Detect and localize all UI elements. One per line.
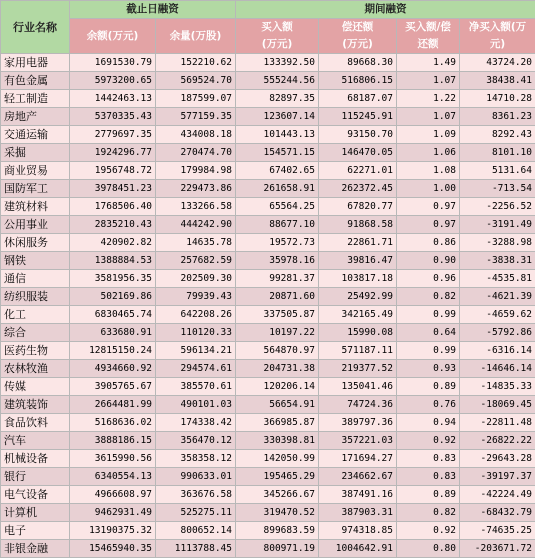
table-row[interactable]	[1, 450, 535, 468]
cell-buy-amount: 800971.19	[236, 540, 319, 558]
table-row[interactable]	[1, 324, 535, 342]
cell-balance-amount: 5973200.65	[70, 72, 156, 90]
table-row[interactable]	[1, 198, 535, 216]
cell-industry-name: 汽车	[1, 432, 70, 450]
cell-buy-repay-ratio: 0.93	[397, 360, 460, 378]
cell-balance-volume: 257682.59	[156, 252, 236, 270]
cell-buy-repay-ratio: 0.90	[397, 252, 460, 270]
cell-balance-amount: 633680.91	[70, 324, 156, 342]
cell-balance-volume: 990633.01	[156, 468, 236, 486]
cell-balance-amount: 9462931.49	[70, 504, 156, 522]
cell-buy-amount: 56654.91	[236, 396, 319, 414]
cell-industry-name: 家用电器	[1, 54, 70, 72]
table-row[interactable]	[1, 90, 535, 108]
cell-balance-amount: 3615990.56	[70, 450, 156, 468]
header-repay-amount[interactable]: 偿还额 (万元)	[319, 19, 397, 54]
cell-industry-name: 采掘	[1, 144, 70, 162]
table-row[interactable]	[1, 414, 535, 432]
cell-buy-amount: 88677.10	[236, 216, 319, 234]
cell-net-buy-amount: -29643.28	[460, 450, 535, 468]
cell-balance-amount: 6340554.13	[70, 468, 156, 486]
cell-repay-amount: 115245.91	[319, 108, 397, 126]
cell-balance-amount: 1388884.53	[70, 252, 156, 270]
cell-net-buy-amount: 8292.43	[460, 126, 535, 144]
table-row[interactable]	[1, 540, 535, 558]
cell-buy-repay-ratio: 0.64	[397, 324, 460, 342]
cell-balance-volume: 356470.12	[156, 432, 236, 450]
cell-buy-repay-ratio: 0.94	[397, 414, 460, 432]
cell-buy-repay-ratio: 0.96	[397, 270, 460, 288]
cell-net-buy-amount: -14646.14	[460, 360, 535, 378]
cell-repay-amount: 516806.15	[319, 72, 397, 90]
cell-repay-amount: 389797.36	[319, 414, 397, 432]
cell-balance-amount: 502169.86	[70, 288, 156, 306]
cell-buy-amount: 67402.65	[236, 162, 319, 180]
cell-balance-amount: 5370335.43	[70, 108, 156, 126]
cell-balance-amount: 1691530.79	[70, 54, 156, 72]
cell-balance-amount: 6830465.74	[70, 306, 156, 324]
cell-net-buy-amount: -18069.45	[460, 396, 535, 414]
cell-net-buy-amount: 14710.28	[460, 90, 535, 108]
cell-repay-amount: 234662.67	[319, 468, 397, 486]
cell-industry-name: 机械设备	[1, 450, 70, 468]
header-balance-volume[interactable]: 余量(万股)	[156, 19, 236, 54]
cell-repay-amount: 89668.30	[319, 54, 397, 72]
cell-net-buy-amount: -26822.22	[460, 432, 535, 450]
cell-balance-volume: 490101.03	[156, 396, 236, 414]
cell-balance-volume: 434008.18	[156, 126, 236, 144]
cell-buy-repay-ratio: 1.22	[397, 90, 460, 108]
cell-buy-amount: 101443.13	[236, 126, 319, 144]
cell-balance-amount: 420902.82	[70, 234, 156, 252]
cell-buy-amount: 319470.52	[236, 504, 319, 522]
cell-buy-amount: 195465.29	[236, 468, 319, 486]
cell-buy-repay-ratio: 0.97	[397, 198, 460, 216]
cell-industry-name: 传媒	[1, 378, 70, 396]
cell-repay-amount: 74724.36	[319, 396, 397, 414]
cell-buy-amount: 261658.91	[236, 180, 319, 198]
cell-buy-amount: 20871.60	[236, 288, 319, 306]
cell-net-buy-amount: -39197.37	[460, 468, 535, 486]
cell-buy-amount: 99281.37	[236, 270, 319, 288]
cell-buy-amount: 142050.99	[236, 450, 319, 468]
cell-balance-volume: 642208.26	[156, 306, 236, 324]
cell-repay-amount: 146470.05	[319, 144, 397, 162]
cell-repay-amount: 974318.85	[319, 522, 397, 540]
cell-net-buy-amount: 43724.20	[460, 54, 535, 72]
table-row[interactable]	[1, 378, 535, 396]
cell-balance-amount: 13190375.32	[70, 522, 156, 540]
cell-net-buy-amount: -4535.81	[460, 270, 535, 288]
cell-buy-amount: 19572.73	[236, 234, 319, 252]
cell-buy-repay-ratio: 1.08	[397, 162, 460, 180]
table-row[interactable]	[1, 144, 535, 162]
cell-net-buy-amount: 38438.41	[460, 72, 535, 90]
cell-net-buy-amount: -203671.72	[460, 540, 535, 558]
cell-buy-repay-ratio: 1.00	[397, 180, 460, 198]
table-row[interactable]	[1, 486, 535, 504]
cell-balance-amount: 2835210.43	[70, 216, 156, 234]
cell-buy-repay-ratio: 1.06	[397, 144, 460, 162]
cell-industry-name: 化工	[1, 306, 70, 324]
table-row[interactable]	[1, 288, 535, 306]
cell-industry-name: 建筑装饰	[1, 396, 70, 414]
cell-repay-amount: 342165.49	[319, 306, 397, 324]
header-buy-amount[interactable]: 买入额 (万元)	[236, 19, 319, 54]
cell-buy-amount: 82897.35	[236, 90, 319, 108]
cell-balance-volume: 229473.86	[156, 180, 236, 198]
cell-balance-amount: 2779697.35	[70, 126, 156, 144]
cell-repay-amount: 1004642.91	[319, 540, 397, 558]
cell-buy-repay-ratio: 1.07	[397, 72, 460, 90]
cell-balance-volume: 525275.11	[156, 504, 236, 522]
cell-repay-amount: 219377.52	[319, 360, 397, 378]
cell-buy-amount: 35978.16	[236, 252, 319, 270]
cell-balance-volume: 358358.12	[156, 450, 236, 468]
cell-balance-volume: 133266.58	[156, 198, 236, 216]
cell-balance-amount: 1924296.77	[70, 144, 156, 162]
cell-industry-name: 轻工制造	[1, 90, 70, 108]
cell-balance-volume: 270474.70	[156, 144, 236, 162]
cell-net-buy-amount: -3838.31	[460, 252, 535, 270]
header-group-balance: 截止日融资	[70, 1, 236, 19]
table-row[interactable]	[1, 216, 535, 234]
cell-repay-amount: 103817.18	[319, 270, 397, 288]
cell-net-buy-amount: 5131.64	[460, 162, 535, 180]
cell-industry-name: 公用事业	[1, 216, 70, 234]
cell-balance-volume: 294574.61	[156, 360, 236, 378]
table-row[interactable]	[1, 252, 535, 270]
cell-balance-volume: 577159.35	[156, 108, 236, 126]
cell-buy-repay-ratio: 1.49	[397, 54, 460, 72]
cell-industry-name: 食品饮料	[1, 414, 70, 432]
cell-balance-volume: 187599.07	[156, 90, 236, 108]
cell-net-buy-amount: -22811.48	[460, 414, 535, 432]
table-row[interactable]	[1, 108, 535, 126]
cell-industry-name: 银行	[1, 468, 70, 486]
cell-buy-amount: 120206.14	[236, 378, 319, 396]
table-row[interactable]	[1, 522, 535, 540]
cell-net-buy-amount: -713.54	[460, 180, 535, 198]
cell-balance-volume: 1113788.45	[156, 540, 236, 558]
cell-balance-volume: 444242.90	[156, 216, 236, 234]
cell-balance-volume: 152210.62	[156, 54, 236, 72]
cell-net-buy-amount: -4659.62	[460, 306, 535, 324]
cell-repay-amount: 171694.27	[319, 450, 397, 468]
cell-balance-volume: 79939.43	[156, 288, 236, 306]
cell-repay-amount: 387903.31	[319, 504, 397, 522]
cell-buy-repay-ratio: 0.89	[397, 378, 460, 396]
cell-balance-volume: 569524.70	[156, 72, 236, 90]
cell-balance-volume: 202509.30	[156, 270, 236, 288]
cell-net-buy-amount: -42224.49	[460, 486, 535, 504]
cell-industry-name: 农林牧渔	[1, 360, 70, 378]
cell-repay-amount: 91868.58	[319, 216, 397, 234]
cell-balance-amount: 2664481.99	[70, 396, 156, 414]
table-row[interactable]	[1, 54, 535, 72]
cell-repay-amount: 68187.07	[319, 90, 397, 108]
cell-repay-amount: 357221.03	[319, 432, 397, 450]
cell-industry-name: 休闲服务	[1, 234, 70, 252]
cell-balance-amount: 1956748.72	[70, 162, 156, 180]
cell-buy-repay-ratio: 0.99	[397, 342, 460, 360]
cell-net-buy-amount: -68432.79	[460, 504, 535, 522]
cell-industry-name: 纺织服装	[1, 288, 70, 306]
cell-balance-volume: 179984.98	[156, 162, 236, 180]
cell-balance-amount: 3978451.23	[70, 180, 156, 198]
cell-buy-amount: 899683.59	[236, 522, 319, 540]
cell-industry-name: 商业贸易	[1, 162, 70, 180]
cell-balance-amount: 1768506.40	[70, 198, 156, 216]
header-industry[interactable]: 行业名称	[1, 1, 70, 54]
table-row[interactable]	[1, 180, 535, 198]
cell-buy-amount: 204731.38	[236, 360, 319, 378]
cell-buy-amount: 337505.87	[236, 306, 319, 324]
cell-buy-repay-ratio: 0.99	[397, 306, 460, 324]
cell-net-buy-amount: -3191.49	[460, 216, 535, 234]
cell-balance-volume: 385570.61	[156, 378, 236, 396]
cell-buy-repay-ratio: 0.97	[397, 216, 460, 234]
cell-balance-amount: 4966608.97	[70, 486, 156, 504]
cell-balance-amount: 3888186.15	[70, 432, 156, 450]
cell-buy-repay-ratio: 0.80	[397, 540, 460, 558]
table-body	[1, 54, 535, 558]
cell-repay-amount: 67820.77	[319, 198, 397, 216]
table-row[interactable]	[1, 72, 535, 90]
cell-buy-repay-ratio: 0.83	[397, 468, 460, 486]
cell-balance-amount: 1442463.13	[70, 90, 156, 108]
cell-net-buy-amount: 8361.23	[460, 108, 535, 126]
cell-net-buy-amount: -74635.25	[460, 522, 535, 540]
cell-industry-name: 建筑材料	[1, 198, 70, 216]
cell-buy-amount: 564870.97	[236, 342, 319, 360]
table-row[interactable]	[1, 396, 535, 414]
cell-buy-repay-ratio: 0.92	[397, 432, 460, 450]
cell-industry-name: 电气设备	[1, 486, 70, 504]
cell-repay-amount: 262372.45	[319, 180, 397, 198]
cell-balance-volume: 174338.42	[156, 414, 236, 432]
cell-balance-amount: 4934660.92	[70, 360, 156, 378]
cell-repay-amount: 135041.46	[319, 378, 397, 396]
cell-repay-amount: 15990.08	[319, 324, 397, 342]
cell-repay-amount: 62271.01	[319, 162, 397, 180]
cell-repay-amount: 39816.47	[319, 252, 397, 270]
table-row[interactable]	[1, 342, 535, 360]
cell-buy-repay-ratio: 0.83	[397, 450, 460, 468]
table-row[interactable]	[1, 360, 535, 378]
header-balance-amount[interactable]: 余额(万元)	[70, 19, 156, 54]
cell-industry-name: 房地产	[1, 108, 70, 126]
cell-buy-repay-ratio: 0.89	[397, 486, 460, 504]
table-row[interactable]	[1, 306, 535, 324]
cell-industry-name: 钢铁	[1, 252, 70, 270]
cell-industry-name: 计算机	[1, 504, 70, 522]
cell-industry-name: 电子	[1, 522, 70, 540]
cell-buy-repay-ratio: 1.07	[397, 108, 460, 126]
cell-industry-name: 综合	[1, 324, 70, 342]
cell-buy-amount: 10197.22	[236, 324, 319, 342]
table-row[interactable]	[1, 126, 535, 144]
cell-buy-amount: 133392.50	[236, 54, 319, 72]
cell-buy-amount: 154571.15	[236, 144, 319, 162]
cell-balance-amount: 5168636.02	[70, 414, 156, 432]
cell-buy-amount: 65564.25	[236, 198, 319, 216]
cell-balance-amount: 3905765.67	[70, 378, 156, 396]
cell-buy-amount: 123607.14	[236, 108, 319, 126]
cell-balance-amount: 12815150.24	[70, 342, 156, 360]
cell-net-buy-amount: -3288.98	[460, 234, 535, 252]
cell-balance-volume: 596134.21	[156, 342, 236, 360]
cell-balance-volume: 800652.14	[156, 522, 236, 540]
cell-buy-amount: 330398.81	[236, 432, 319, 450]
cell-balance-volume: 14635.78	[156, 234, 236, 252]
cell-buy-repay-ratio: 1.09	[397, 126, 460, 144]
cell-buy-repay-ratio: 0.92	[397, 522, 460, 540]
cell-repay-amount: 387491.16	[319, 486, 397, 504]
cell-industry-name: 交通运输	[1, 126, 70, 144]
cell-repay-amount: 571187.11	[319, 342, 397, 360]
cell-repay-amount: 93150.70	[319, 126, 397, 144]
cell-net-buy-amount: 8101.10	[460, 144, 535, 162]
cell-net-buy-amount: -6316.14	[460, 342, 535, 360]
cell-buy-amount: 555244.56	[236, 72, 319, 90]
table-row[interactable]	[1, 468, 535, 486]
cell-buy-repay-ratio: 0.76	[397, 396, 460, 414]
cell-balance-amount: 15465940.35	[70, 540, 156, 558]
cell-industry-name: 有色金属	[1, 72, 70, 90]
cell-industry-name: 通信	[1, 270, 70, 288]
cell-balance-volume: 363676.58	[156, 486, 236, 504]
cell-buy-repay-ratio: 0.82	[397, 504, 460, 522]
table-row[interactable]	[1, 270, 535, 288]
cell-buy-repay-ratio: 0.82	[397, 288, 460, 306]
cell-net-buy-amount: -2256.52	[460, 198, 535, 216]
cell-industry-name: 非银金融	[1, 540, 70, 558]
cell-buy-repay-ratio: 0.86	[397, 234, 460, 252]
cell-net-buy-amount: -14835.33	[460, 378, 535, 396]
cell-buy-amount: 345266.67	[236, 486, 319, 504]
header-buy-repay-ratio[interactable]: 买入额/偿 还额	[397, 19, 460, 54]
header-group-period: 期间融资	[236, 1, 535, 19]
table-row[interactable]	[1, 162, 535, 180]
cell-industry-name: 医药生物	[1, 342, 70, 360]
table-row[interactable]	[1, 504, 535, 522]
cell-balance-amount: 3581956.35	[70, 270, 156, 288]
header-net-buy[interactable]: 净买入额(万 元)	[460, 19, 535, 54]
cell-net-buy-amount: -5792.86	[460, 324, 535, 342]
table-row[interactable]	[1, 234, 535, 252]
cell-balance-volume: 110120.33	[156, 324, 236, 342]
cell-repay-amount: 22861.71	[319, 234, 397, 252]
cell-net-buy-amount: -4621.39	[460, 288, 535, 306]
cell-repay-amount: 25492.99	[319, 288, 397, 306]
cell-industry-name: 国防军工	[1, 180, 70, 198]
table-row[interactable]	[1, 432, 535, 450]
cell-buy-amount: 366985.87	[236, 414, 319, 432]
